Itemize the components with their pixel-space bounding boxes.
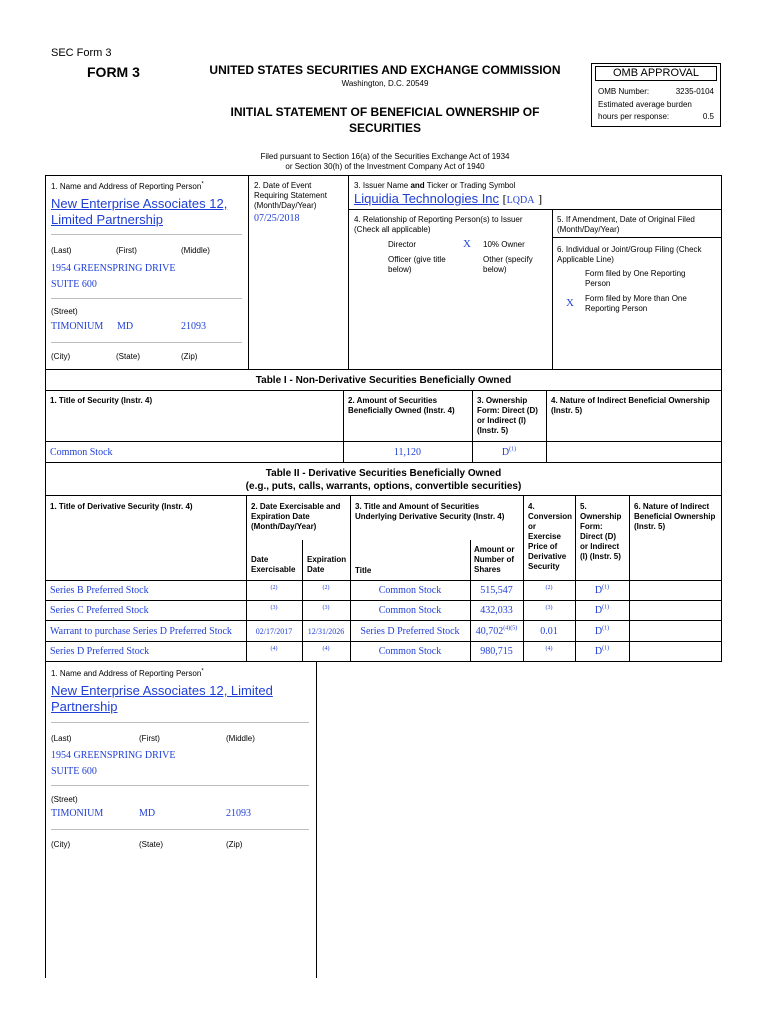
t2-row-form: $D^{(1)}$ [594, 604, 610, 616]
event-date-label: 2. Date of Event Requiring Statement (Month/Day/Year) [254, 181, 327, 210]
form-title: FORM 3 [87, 64, 140, 80]
filed-line1: Filed pursuant to Section 16(a) of the Securities Exchange Act of 1934 [260, 152, 510, 161]
t2-row-title: Series B Preferred Stock [50, 585, 149, 596]
t2-row-title: Series D Preferred Stock [50, 646, 150, 657]
zip-label-2: (Zip) [226, 840, 243, 849]
issuer-name-row [354, 191, 542, 207]
city-label: (City) [51, 352, 71, 361]
reporting-person-2-label: 1. Name and Address of Reporting Person* [51, 668, 204, 678]
t1-col-amount: 2. Amount of Securities Beneficially Owned (Instr. 4) [348, 396, 455, 415]
t2-col-conversion: 4. Conversion or Exercise Price of Derivative Security [528, 502, 573, 571]
director-option: Director [388, 240, 417, 249]
issuer-bracket-close: ] [538, 192, 543, 206]
t2-row-underlying-title: Common Stock [378, 585, 442, 596]
state-value: MD [117, 321, 134, 332]
omb-hours-value: 0.5 [702, 112, 714, 121]
relationship-label: 4. Relationship of Reporting Person(s) to Issuer (Check all applicable) [354, 215, 523, 234]
t2-row-expiration: 12/31/2026 [307, 627, 345, 636]
t2-row-date-exercisable: (4) [270, 646, 278, 652]
t2-row-form: $D^{(1)}$ [594, 584, 610, 596]
city-value: TIMONIUM [51, 321, 104, 332]
event-date-value: 07/25/2018 [254, 213, 300, 224]
ten-percent-owner-mark: X [463, 238, 471, 250]
state-2-value: MD [139, 808, 156, 819]
address-2-line1: 1954 GREENSPRING DRIVE [51, 750, 176, 761]
zip-value: 21093 [181, 321, 206, 332]
zip-2-value: 21093 [226, 808, 251, 819]
t2-row-amount: $40,702^{(4)(5)}$ [475, 625, 518, 637]
t2-row-form: $D^{(1)}$ [594, 645, 610, 657]
t1-row-amount: 11,120 [393, 447, 422, 458]
t2-row-date-exercisable: 02/17/2017 [255, 627, 293, 636]
sec-form-label: SEC Form 3 [51, 47, 112, 59]
address-2-line2: SUITE 600 [51, 766, 97, 777]
table-2-title-line1: Table II - Derivative Securities Beneficially Owned [265, 468, 502, 479]
amendment-label: 5. If Amendment, Date of Original Filed (Month/Day/Year) [557, 215, 695, 234]
t2-row-underlying-title: Common Stock [378, 646, 442, 657]
table-2-title-line2: (e.g., puts, calls, warrants, options, convertible securities) [245, 481, 522, 492]
t2-row-form: $D^{(1)}$ [594, 625, 610, 637]
street-label: (Street) [51, 307, 78, 316]
filing-label: 6. Individual or Joint/Group Filing (Check Applicable Line) [557, 245, 702, 264]
state-label-2: (State) [139, 840, 164, 849]
city-label-2: (City) [51, 840, 71, 849]
first-label-2: (First) [139, 734, 160, 743]
middle-label: (Middle) [181, 246, 210, 255]
t2-row-title: Series C Preferred Stock [50, 605, 149, 616]
first-label: (First) [116, 246, 137, 255]
t2-row-amount: 432,033 [480, 605, 513, 616]
reporting-person-name-link[interactable]: New Enterprise Associates 12, Limited Partnership [51, 196, 228, 227]
t2-sub-date-exercisable: Date Exercisable [251, 555, 296, 574]
issuer-name-link[interactable]: Liquidia Technologies Inc [354, 191, 500, 206]
filed-line2: or Section 30(h) of the Investment Company Act of 1940 [285, 162, 485, 171]
t2-row-date-exercisable: (3) [270, 605, 278, 611]
t2-row-expiration: (2) [322, 585, 330, 591]
t2-col-underlying: 3. Title and Amount of Securities Underlying Derivative Security (Instr. 4) [355, 502, 505, 521]
middle-label-2: (Middle) [226, 734, 255, 743]
zip-label: (Zip) [181, 352, 198, 361]
t2-col-nature: 6. Nature of Indirect Beneficial Ownership (Instr. 5) [634, 502, 716, 531]
reporting-person-2-name-link[interactable]: New Enterprise Associates 12, Limited Partnership [51, 683, 273, 714]
filed-by-more-mark: X [566, 297, 574, 309]
filed-by-one-option: Form filed by One Reporting Person [585, 269, 686, 288]
t2-row-price: 0.01 [540, 626, 558, 637]
issuer-label: 3. Issuer Name and Ticker or Trading Symbol [354, 181, 516, 190]
address-line2: SUITE 600 [51, 279, 97, 290]
t2-row-expiration: (4) [322, 646, 330, 652]
t2-sub-expiration: Expiration Date [307, 555, 347, 574]
omb-number-label: OMB Number: [598, 87, 650, 96]
omb-approval-box [591, 63, 721, 127]
t1-col-nature: 4. Nature of Indirect Beneficial Ownership (Instr. 5) [551, 396, 710, 415]
t2-col-dates: 2. Date Exercisable and Expiration Date (Month/Day/Year) [251, 502, 341, 531]
omb-burden-label: Estimated average burden [598, 100, 692, 109]
t1-col-title: 1. Title of Security (Instr. 4) [50, 396, 153, 405]
omb-title: OMB APPROVAL [595, 66, 717, 81]
address-line1: 1954 GREENSPRING DRIVE [51, 263, 176, 274]
issuer-ticker: LQDA [506, 195, 535, 206]
last-label: (Last) [51, 246, 72, 255]
t2-row-price: (2) [545, 585, 553, 591]
t2-row-expiration: (3) [322, 605, 330, 611]
t2-row-amount: 980,715 [480, 646, 513, 657]
reporting-person-label: 1. Name and Address of Reporting Person* [51, 181, 204, 191]
street-label-2: (Street) [51, 795, 78, 804]
t2-row-date-exercisable: (2) [270, 585, 278, 591]
statement-title-line1: INITIAL STATEMENT OF BENEFICIAL OWNERSHIP OF [230, 105, 540, 119]
t1-col-ownership: 3. Ownership Form: Direct (D) or Indirect (I) (Instr. 5) [477, 396, 538, 435]
commission-title: UNITED STATES SECURITIES AND EXCHANGE COMMISSION [209, 63, 561, 77]
omb-number-value: 3235-0104 [675, 87, 714, 96]
officer-option: Officer (give title below) [388, 255, 446, 274]
t2-col-ownership: 5. Ownership Form: Direct (D) or Indirect (I) (Instr. 5) [580, 502, 622, 561]
t1-row-title: Common Stock [50, 447, 113, 458]
t2-row-price: (4) [545, 646, 553, 652]
issuer-bracket-open: [ [502, 192, 507, 206]
commission-location: Washington, D.C. 20549 [341, 79, 429, 88]
t2-sub-amount: Amount or Number of Shares [474, 545, 515, 574]
filed-by-more-option: Form filed by More than One Reporting Person [585, 294, 687, 313]
ten-percent-owner-option: 10% Owner [483, 240, 525, 249]
state-label: (State) [116, 352, 141, 361]
t2-col-title: 1. Title of Derivative Security (Instr. 4) [50, 502, 193, 511]
t2-row-title: Warrant to purchase Series D Preferred Stock [50, 626, 232, 637]
omb-hours-label: hours per response: [598, 112, 670, 121]
table-1-title: Table I - Non-Derivative Securities Beneficially Owned [255, 375, 512, 386]
t2-row-underlying-title: Series D Preferred Stock [360, 626, 460, 637]
t2-sub-title: Title [355, 566, 372, 575]
t2-row-amount: 515,547 [480, 585, 513, 596]
last-label-2: (Last) [51, 734, 72, 743]
city-2-value: TIMONIUM [51, 808, 104, 819]
t2-row-price: (3) [545, 605, 553, 611]
other-option: Other (specify below) [483, 255, 533, 274]
t1-row-form: $D^{(1)}$ [501, 446, 517, 458]
statement-title-line2: SECURITIES [348, 121, 421, 135]
t2-row-underlying-title: Common Stock [378, 605, 442, 616]
